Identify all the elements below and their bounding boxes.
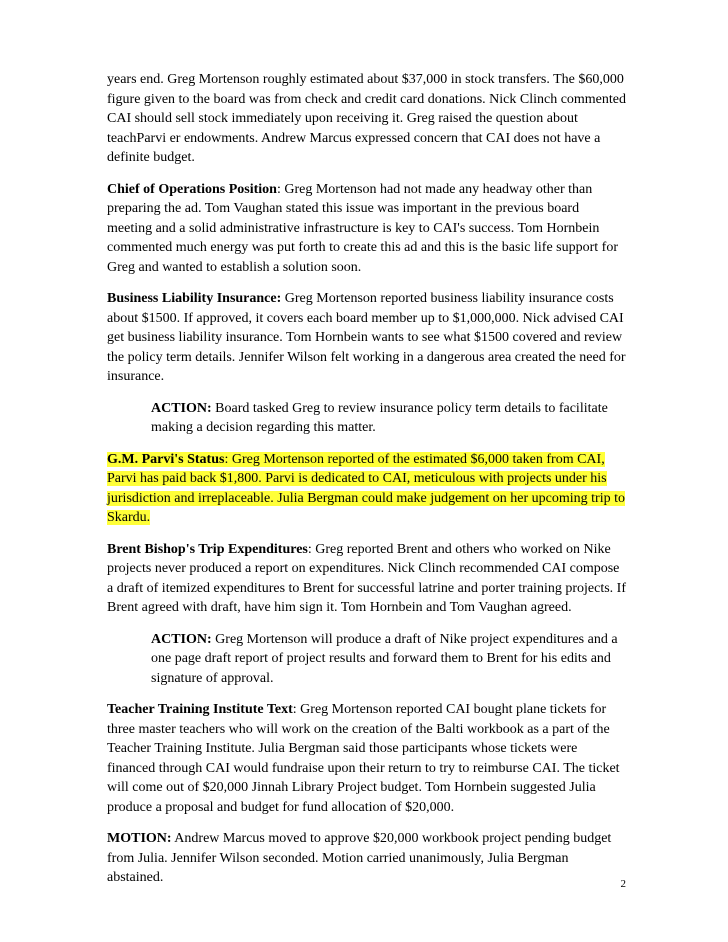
action-nike <box>151 630 627 689</box>
action-insurance <box>151 399 627 438</box>
teacher-heading: Teacher Training Institute Text <box>107 702 293 717</box>
teacher-section <box>107 700 627 817</box>
action-label: ACTION: <box>151 631 212 647</box>
intro-paragraph <box>107 70 627 168</box>
insurance-section <box>107 289 627 387</box>
coo-section <box>107 180 627 278</box>
highlighted-passage <box>107 452 625 526</box>
motion-section <box>107 829 627 888</box>
page-number: 2 <box>620 878 626 890</box>
parvi-section <box>107 450 627 528</box>
coo-text: : Greg Mortenson had not made any headway other than preparing the ad. Tom Vaughan stated this issue was important in the previous board meeting and a solid administrative infrastructure is key to CAI's success. Tom Hornbein commented much energy was put forth to create this ad and this is the basic life support for Greg and wanted to establish a solution soon. <box>107 181 618 275</box>
minutes-body <box>107 70 627 900</box>
motion-text: Andrew Marcus moved to approve $20,000 workbook project pending budget from Julia. Jennifer Wilson seconded. Motion carried unanimously, Julia Bergman abstained. <box>107 831 612 885</box>
action-text: Board tasked Greg to review insurance policy term details to facilitate making a decision regarding this matter. <box>151 400 608 435</box>
intro-text: years end. Greg Mortenson roughly estimated about $37,000 in stock transfers. The $60,000 figure given to the board was from check and credit card donations. Nick Clinch commented CAI should sell stock immediately upon receiving it. Greg raised the question about teachParvi er endowments. Andrew Marcus expressed concern that CAI does not have a definite budget. <box>107 72 626 165</box>
bishop-heading: Brent Bishop's Trip Expenditures <box>107 541 308 557</box>
bishop-text: : Greg reported Brent and others who worked on Nike projects never produced a report on expenditures. Nick Clinch recommended CAI compose a draft of itemized expenditures to Brent for successful latrine and porter training projects. If Brent agreed with draft, have him sign it. Tom Hornbein and Tom Vaughan agreed. <box>107 541 626 615</box>
teacher-text: : Greg Mortenson reported CAI bought plane tickets for three master teachers who will work on the creation of the Balti workbook as a part of the Teacher Training Institute. Julia Bergman said those participants whose tickets were financed through CAI would fundraise upon their return to try to reimburse CAI. The ticket will come out of $20,000 Jinnah Library Project budget. Tom Hornbein suggested Julia produce a proposal and budget for fund allocation of $20,000. <box>107 702 620 815</box>
action-text: Greg Mortenson will produce a draft of Nike project expenditures and a one page draft report of project results and forward them to Brent for his edits and signature of approval. <box>151 631 618 686</box>
parvi-heading: G.M. Parvi's Status <box>107 451 225 467</box>
insurance-text: Greg Mortenson reported business liability insurance costs about $1500. If approved, it covers each board member up to $1,000,000. Nick advised CAI get business liability insurance. Tom Hornbein wants to see what $1500 covered and review the policy term details. Jennifer Wilson felt working in a dangerous area created the need for insurance. <box>107 291 626 384</box>
insurance-heading: Business Liability Insurance: <box>107 291 282 306</box>
action-label: ACTION: <box>151 400 212 416</box>
motion-label: MOTION: <box>107 831 172 846</box>
coo-heading: Chief of Operations Position <box>107 181 277 197</box>
bishop-section <box>107 540 627 618</box>
parvi-text: : Greg Mortenson reported of the estimated $6,000 taken from CAI, Parvi has paid back $1,800. Parvi is dedicated to CAI, meticulous with projects under his jurisdiction and irreplaceable. Julia Bergman could make judgement on her upcoming trip to Skardu. <box>107 451 625 525</box>
